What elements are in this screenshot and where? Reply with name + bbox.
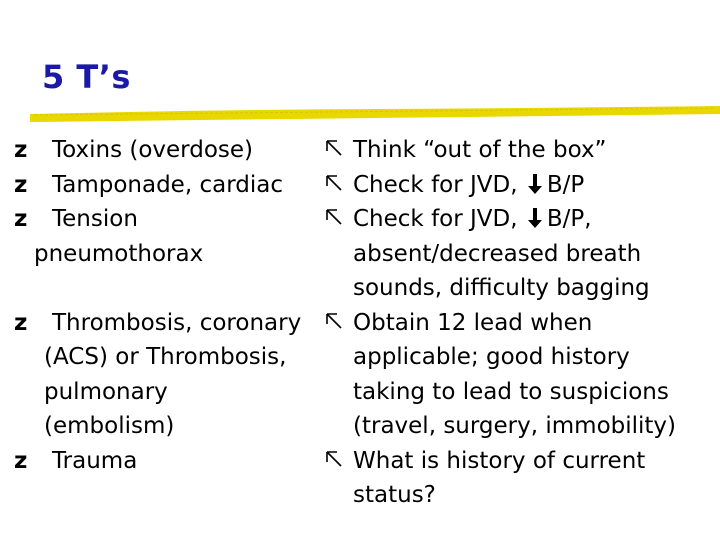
item-text: Check for JVD,	[353, 171, 518, 198]
z-bullet-icon: z	[14, 137, 28, 163]
item-text: Think “out of the box”	[353, 137, 607, 163]
item-text: (embolism)	[44, 413, 175, 439]
list-item-toxins	[14, 133, 314, 168]
corner-arrow-icon	[325, 208, 343, 226]
down-arrow-icon	[527, 207, 543, 229]
list-item-obtain-12-lead	[325, 306, 715, 444]
item-text: pulmonary	[44, 378, 168, 405]
down-arrow-icon	[527, 173, 543, 195]
spacer	[14, 271, 314, 306]
list-item-tension	[14, 202, 314, 271]
list-item-thrombosis	[14, 306, 314, 444]
list-item-trauma	[14, 444, 314, 479]
corner-arrow-icon	[325, 312, 343, 330]
item-text: Obtain 12 lead when	[353, 309, 593, 336]
item-text: Tension	[52, 206, 138, 232]
item-text: absent/decreased breath	[353, 240, 642, 267]
item-text: (travel, surgery, immobility)	[353, 413, 677, 439]
slide-title: 5 T’s	[42, 58, 131, 96]
left-column	[14, 133, 314, 478]
item-text: status?	[353, 482, 436, 508]
item-text: applicable; good history	[353, 344, 630, 370]
list-item-check-jvd-tension	[325, 202, 715, 306]
item-text: sounds, difficulty bagging	[353, 275, 650, 301]
list-item-history	[325, 444, 715, 513]
list-item-check-jvd	[325, 168, 715, 203]
item-text: Thrombosis, coronary	[52, 309, 302, 336]
corner-arrow-icon	[325, 139, 343, 157]
item-text: Toxins (overdose)	[52, 137, 254, 163]
z-bullet-icon: z	[14, 206, 28, 232]
item-text: What is history of current	[353, 447, 646, 474]
item-text: (ACS) or Thrombosis,	[44, 344, 287, 370]
item-text: Trauma	[52, 447, 138, 474]
list-item-think	[325, 133, 715, 168]
item-text: B/P,	[546, 206, 592, 232]
corner-arrow-icon	[325, 174, 343, 192]
z-bullet-icon: z	[14, 171, 28, 198]
corner-arrow-icon	[325, 450, 343, 468]
item-text: taking to lead to suspicions	[353, 378, 669, 405]
z-bullet-icon: z	[14, 447, 28, 474]
item-text: Check for JVD,	[353, 206, 518, 232]
item-text: Tamponade, cardiac	[52, 171, 283, 198]
right-column	[325, 133, 715, 513]
list-item-tamponade	[14, 168, 314, 203]
item-text: B/P	[546, 171, 585, 198]
z-bullet-icon: z	[14, 309, 28, 336]
title-underline	[30, 100, 720, 130]
item-text: pneumothorax	[34, 240, 204, 267]
